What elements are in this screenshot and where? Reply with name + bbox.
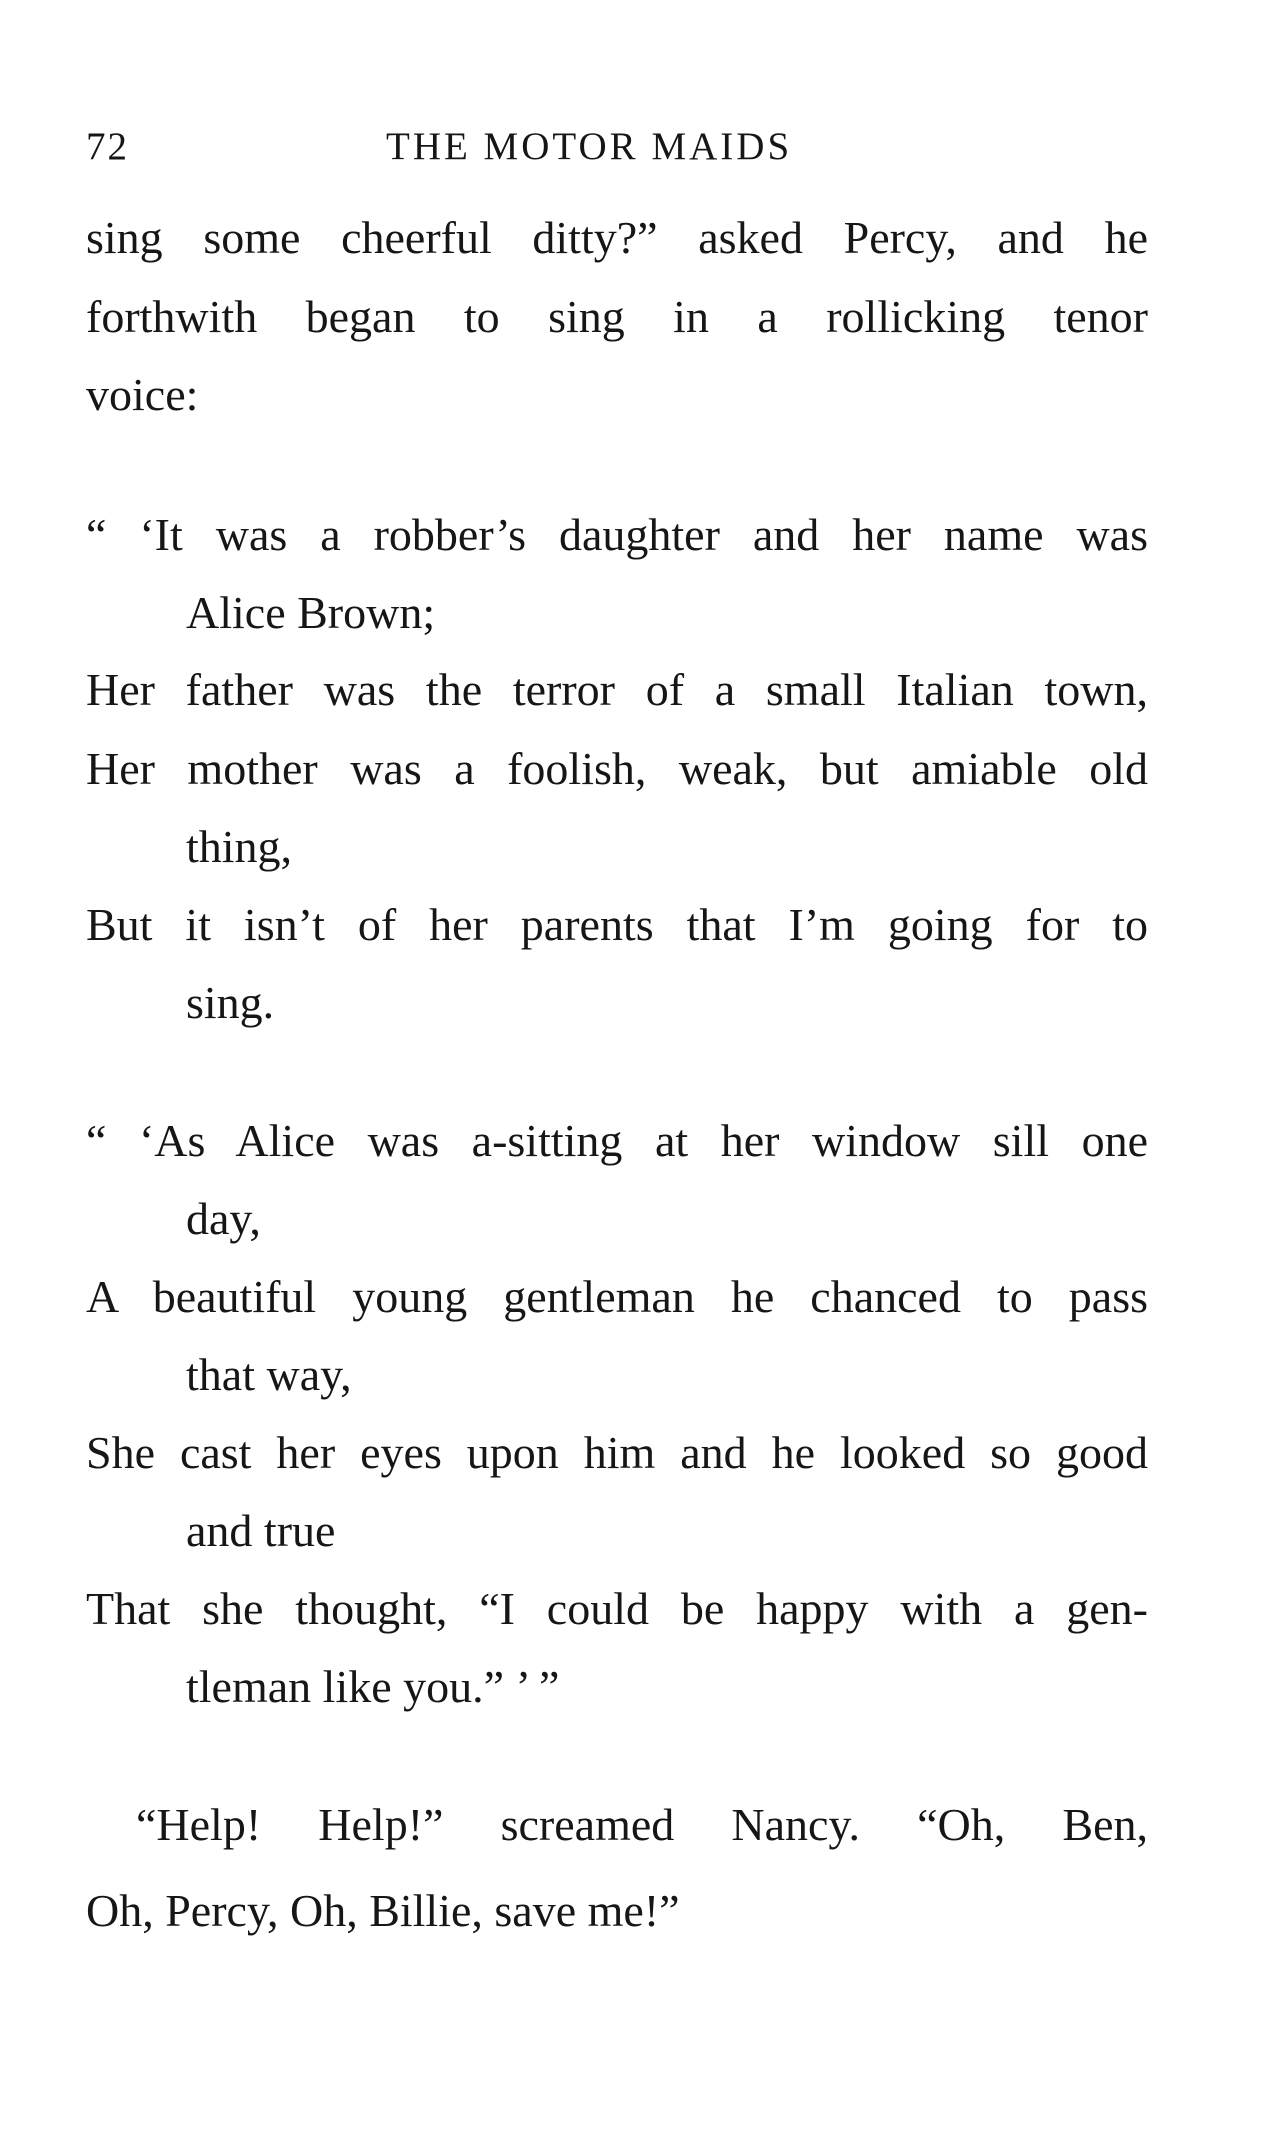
verse-line: “ ‘It was a robber’s daughter and her name was bbox=[86, 509, 1148, 560]
text-line: “Help! Help!” screamed Nancy. “Oh, Ben, bbox=[136, 1799, 1148, 1850]
verse-line-continuation: thing, bbox=[186, 821, 293, 872]
verse-line-continuation: sing. bbox=[186, 977, 275, 1028]
page-number: 72 bbox=[86, 125, 129, 168]
verse-line: She cast her eyes upon him and he looked so good bbox=[86, 1427, 1148, 1478]
verse-line-continuation: and true bbox=[186, 1505, 336, 1556]
verse-line: A beautiful young gentleman he chanced to pass bbox=[86, 1271, 1148, 1322]
verse-line: But it isn’t of her parents that I’m going for to bbox=[86, 899, 1148, 950]
verse-line: “ ‘As Alice was a-sitting at her window sill one bbox=[86, 1115, 1148, 1166]
verse-line: That she thought, “I could be happy with a gen- bbox=[86, 1583, 1148, 1634]
text-line: voice: bbox=[86, 369, 199, 420]
verse-line-continuation: tleman like you.” ’ ” bbox=[186, 1661, 560, 1712]
text-line: Oh, Percy, Oh, Billie, save me!” bbox=[86, 1885, 680, 1936]
verse-line-continuation: Alice Brown; bbox=[186, 587, 436, 638]
running-title: THE MOTOR MAIDS bbox=[386, 125, 793, 168]
text-line: forthwith began to sing in a rollicking tenor bbox=[86, 291, 1148, 342]
verse-line-continuation: that way, bbox=[186, 1349, 352, 1400]
verse-line-continuation: day, bbox=[186, 1193, 261, 1244]
text-line: sing some cheerful ditty?” asked Percy, and he bbox=[86, 212, 1148, 263]
page-header bbox=[86, 124, 1148, 174]
verse-line: Her mother was a foolish, weak, but amiable old bbox=[86, 743, 1148, 794]
verse-line: Her father was the terror of a small Italian town, bbox=[86, 664, 1148, 715]
